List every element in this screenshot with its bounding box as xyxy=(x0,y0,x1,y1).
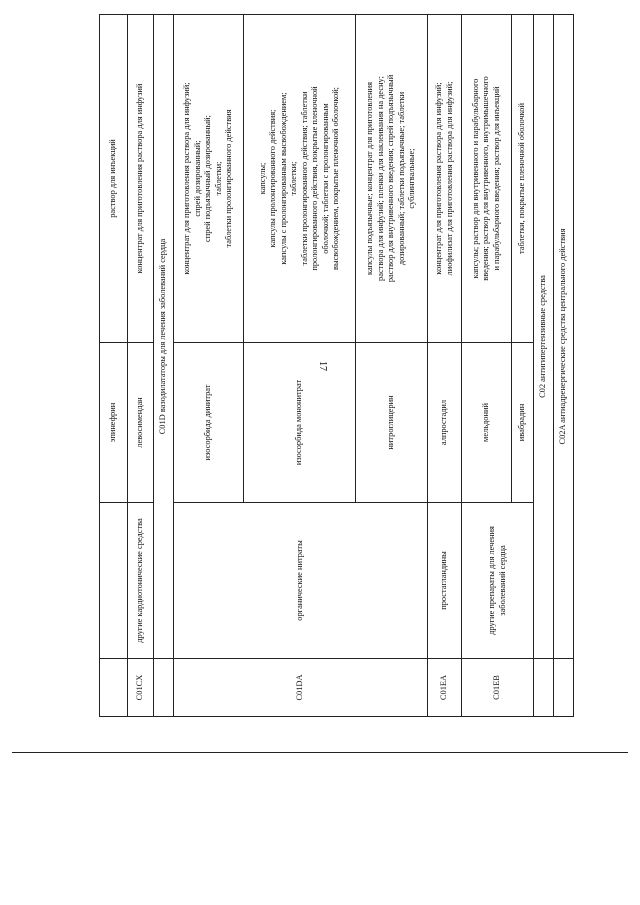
section-row xyxy=(154,15,174,717)
form-line: пролонгированного действия, покрытые пленочной xyxy=(310,86,319,271)
bottom-divider xyxy=(12,752,628,753)
code-cell: C01EA xyxy=(428,659,462,717)
forms-cell xyxy=(462,15,512,343)
table-row xyxy=(100,15,128,717)
forms-cell xyxy=(244,15,356,343)
form-line: введения; раствор для внутривенного, внутримышечного xyxy=(481,76,491,281)
substance-cell: нитроглицерин xyxy=(356,343,428,503)
group-cell: органические нитраты xyxy=(174,503,428,659)
code-cell xyxy=(100,659,128,717)
group-cell: другие препараты для лечения заболеваний сердца xyxy=(462,503,534,659)
substance-cell: мельдоний xyxy=(462,343,512,503)
form-line: капсулы подъязычные; концентрат для приготовления xyxy=(365,82,375,275)
forms-cell: таблетки, покрытые пленочной оболочкой xyxy=(512,15,534,343)
form-line: и парабульбарного введения; раствор для инъекций xyxy=(491,86,501,271)
table-row xyxy=(462,15,512,717)
section-row xyxy=(534,15,554,717)
form-line: капсулы; раствор для внутривенного и парабульбарного xyxy=(470,78,480,279)
section-c02a: C02A антиадренергические средства центрального действия xyxy=(554,15,574,659)
substance-cell: алпростадил xyxy=(428,343,462,503)
code-cell: C01DA xyxy=(174,659,428,717)
section-pad xyxy=(554,659,574,717)
table-row xyxy=(128,15,154,717)
form-line: капсулы с пролонгированным высвобождением; xyxy=(278,92,288,265)
forms-cell: концентрат для приготовления раствора для инфузий xyxy=(128,15,154,343)
form-line: сублингвальные; xyxy=(407,148,417,209)
section-row xyxy=(554,15,574,717)
form-line: высвобождением, покрытые пленочной оболочкой; xyxy=(331,86,340,271)
forms-cell xyxy=(356,15,428,343)
forms-cell: раствор для инъекций xyxy=(100,15,128,343)
form-line: раствора для инфузий; пленки для наклеивания на десну; xyxy=(375,76,385,281)
form-line: таблетки пролонгированного действия xyxy=(224,109,234,248)
section-pad xyxy=(534,659,554,717)
table-row xyxy=(174,15,244,717)
form-line: таблетки; xyxy=(289,161,298,196)
substance-cell: левосимендан xyxy=(128,343,154,503)
form-line: оболочкой; таблетки с пролонгированным xyxy=(320,103,330,254)
form-line: спрей подъязычный дозированный; xyxy=(203,115,213,242)
form-line: концентрат для приготовления раствора для инфузий; xyxy=(434,82,443,275)
group-cell: простагландины xyxy=(428,503,462,659)
drug-classification-table xyxy=(99,14,574,717)
substance-cell: ивабрадин xyxy=(512,343,534,503)
group-cell: другие кардиотонические средства xyxy=(128,503,154,659)
page-number: 17 xyxy=(317,361,328,371)
forms-cell xyxy=(174,15,244,343)
form-line: лиофилизат для приготовления раствора для инфузий; xyxy=(444,81,454,276)
table-wrapper xyxy=(99,15,611,717)
form-line: капсулы; xyxy=(257,162,267,195)
code-cell: C01EB xyxy=(462,659,534,717)
form-line: таблетки пролонгированного действия; таблетки xyxy=(299,91,309,266)
section-c02: C02 антигипертензивные средства xyxy=(534,15,554,659)
rotated-table-container xyxy=(99,15,611,717)
substance-cell: изосорбида мононитрат xyxy=(244,343,356,503)
substance-cell: изосорбида динитрат xyxy=(174,343,244,503)
substance-cell: эпинефрин xyxy=(100,343,128,503)
code-cell: C01CX xyxy=(128,659,154,717)
section-c01d: C01D вазодилататоры для лечения заболеваний сердца xyxy=(154,15,174,659)
forms-cell xyxy=(428,15,462,343)
form-line: спрей дозированный; xyxy=(192,140,202,217)
form-line: капсулы пролонгированного действия; xyxy=(268,109,277,248)
form-line: таблетки; xyxy=(213,161,223,196)
table-row xyxy=(428,15,462,717)
form-line: концентрат для приготовления раствора для инфузий; xyxy=(182,82,192,275)
form-line: дозированный; таблетки подъязычные; таблетки xyxy=(396,91,406,266)
form-line: раствор для внутривенного введения; спрей подъязычный xyxy=(386,74,396,283)
section-pad xyxy=(154,659,174,717)
group-cell xyxy=(100,503,128,659)
